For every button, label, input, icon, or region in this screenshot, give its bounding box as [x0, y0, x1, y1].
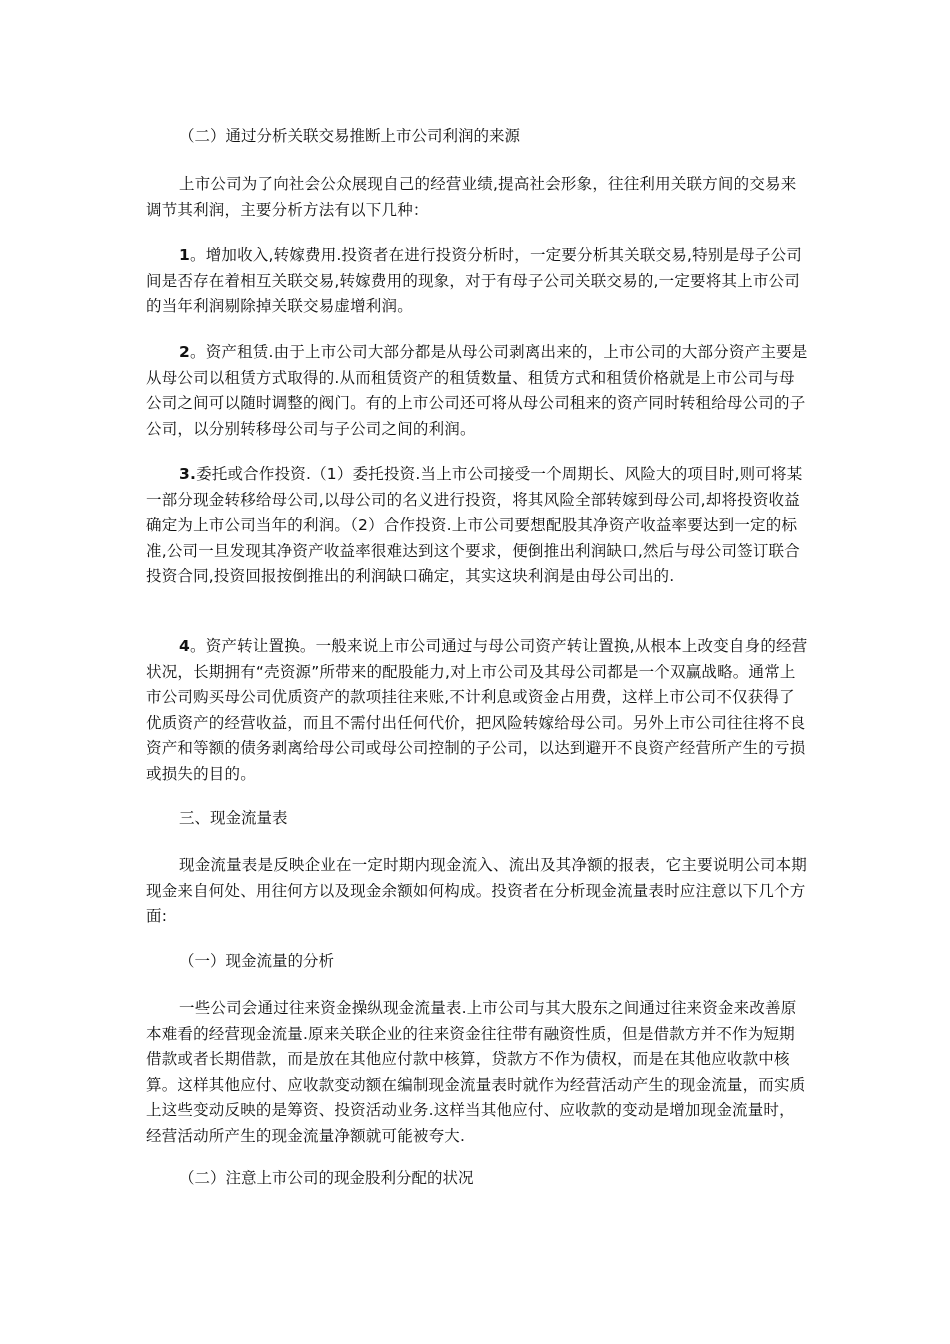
section-heading: 三、现金流量表: [179, 809, 288, 827]
item-number: 4: [179, 637, 190, 655]
paragraph: [146, 853, 808, 930]
paragraph-text: 。资产租赁.由于上市公司大部分都是从母公司剥离出来的，上市公司的大部分资产主要是从母公司以租赁方式取得的.从而租赁资产的租赁数量、租赁方式和租赁价格就是上市公司与母公司之间可以随时调整的阀门。有的上市公司还可将从母公司租来的资产同时转租给母公司的子公司，以分别转移母公司与子公司之间的利润。: [146, 343, 808, 438]
section-heading: （二）注意上市公司的现金股利分配的状况: [179, 1169, 474, 1187]
paragraph-text: 上市公司为了向社会公众展现自己的经营业绩,提高社会形象，往往利用关联方间的交易来调节其利润，主要分析方法有以下几种：: [146, 175, 797, 219]
paragraph: [146, 243, 808, 320]
item-number: 1: [179, 246, 190, 264]
paragraph: [146, 462, 808, 590]
paragraph: [146, 634, 808, 787]
paragraph: [146, 340, 808, 442]
paragraph: [146, 996, 808, 1149]
item-number: 2: [179, 343, 190, 361]
item-number: 3.: [179, 465, 197, 483]
paragraph: [146, 172, 808, 223]
paragraph-text: 现金流量表是反映企业在一定时期内现金流入、流出及其净额的报表，它主要说明公司本期现金来自何处、用往何方以及现金余额如何构成。投资者在分析现金流量表时应注意以下几个方面:: [146, 856, 808, 925]
paragraph-text: 委托或合作投资.（1）委托投资.当上市公司接受一个周期长、风险大的项目时,则可将某一部分现金转移给母公司,以母公司的名义进行投资，将其风险全部转嫁到母公司,却将投资收益确定为上市公司当年的利润。（2）合作投资.上市公司要想配股其净资产收益率要达到一定的标准,公司一旦发现其净资产收益率很难达到这个要求，便倒推出利润缺口,然后与母公司签订联合投资合同,投资回报按倒推出的利润缺口确定，其实这块利润是由母公司出的.: [146, 465, 803, 585]
paragraph-text: 。资产转让置换。一般来说上市公司通过与母公司资产转让置换,从根本上改变自身的经营状况，长期拥有“壳资源”所带来的配股能力,对上市公司及其母公司都是一个双赢战略。通常上市公司购买母公司优质资产的款项挂往来账,不计利息或资金占用费，这样上市公司不仅获得了优质资产的经营收益，而且不需付出任何代价，把风险转嫁给母公司。另外上市公司往往将不良资产和等额的债务剥离给母公司或母公司控制的子公司，以达到避开不良资产经营所产生的亏损或损失的目的。: [146, 637, 808, 783]
section-heading: （一）现金流量的分析: [179, 952, 335, 970]
paragraph-text: 一些公司会通过往来资金操纵现金流量表.上市公司与其大股东之间通过往来资金来改善原本难看的经营现金流量.原来关联企业的往来资金往往带有融资性质，但是借款方并不作为短期借款或者长期借款，而是放在其他应付款中核算，贷款方不作为债权，而是在其他应收款中核算。这样其他应付、应收款变动额在编制现金流量表时就作为经营活动产生的现金流量，而实质上这些变动反映的是筹资、投资活动业务.这样当其他应付、应收款的变动是增加现金流量时，经营活动所产生的现金流量净额就可能被夸大.: [146, 999, 806, 1145]
section-heading: （二）通过分析关联交易推断上市公司利润的来源: [179, 127, 521, 145]
paragraph-text: 。增加收入,转嫁费用.投资者在进行投资分析时，一定要分析其关联交易,特别是母子公司间是否存在着相互关联交易,转嫁费用的现象，对于有母子公司关联交易的,一定要将其上市公司的当年利润剔除掉关联交易虚增利润。: [146, 246, 802, 315]
